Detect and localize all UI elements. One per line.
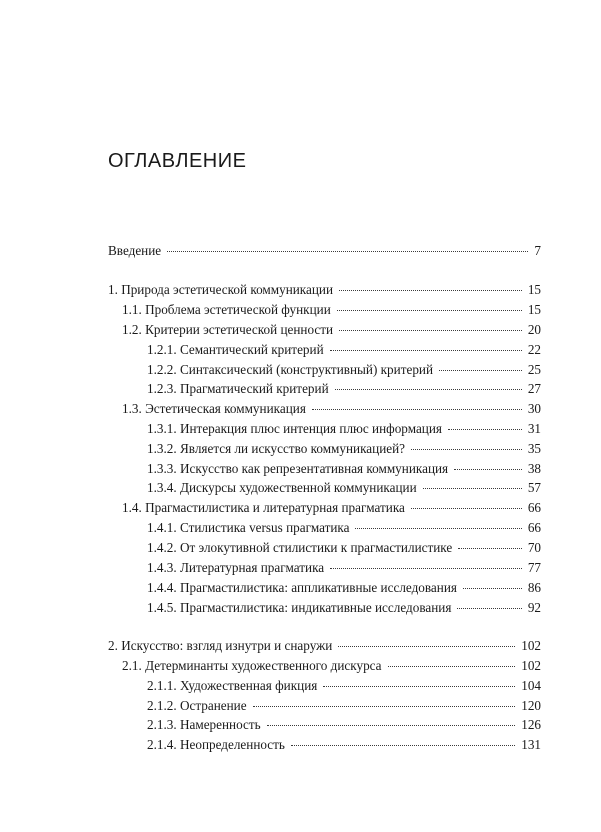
toc-entry-label: 1.3.3. Искусство как репрезентативная коммуникация [147, 461, 449, 476]
toc-entry-label: 1.2. Критерии эстетической ценности [122, 322, 334, 337]
dot-leader [323, 672, 515, 687]
toc-entry-page: 31 [527, 421, 541, 436]
toc-entry-label: 2.1. Детерминанты художественного дискурса [122, 658, 382, 673]
dot-leader [291, 731, 515, 746]
toc-entry-label: 1.4.1. Стилистика versus прагматика [147, 520, 350, 535]
toc-entry-label: 1. Природа эстетической коммуникации [108, 282, 334, 297]
dot-leader [337, 296, 522, 311]
dot-leader [454, 455, 522, 470]
dot-leader [411, 435, 522, 450]
toc-entry-page: 15 [527, 302, 541, 317]
toc-entry-page: 102 [521, 638, 541, 653]
toc-entry-page: 77 [527, 560, 541, 575]
toc-entry-2-1-3[interactable] [147, 714, 541, 731]
toc-entry-page: 66 [527, 520, 541, 535]
toc-entry-label: 1.3.1. Интеракция плюс интенция плюс информация [147, 421, 442, 436]
dot-leader [167, 237, 528, 252]
dot-leader [339, 316, 522, 331]
page-title: ОГЛАВЛЕНИЕ [108, 150, 247, 172]
toc-entry-label: 1.2.1. Семантический критерий [147, 342, 324, 357]
toc-entry-page: 86 [527, 580, 541, 595]
toc-entry-label: 1.3.2. Является ли искусство коммуникацией? [147, 441, 406, 456]
toc-entry-1-1[interactable] [122, 299, 541, 316]
toc-entry-page: 35 [527, 441, 541, 456]
toc-entry-page: 38 [527, 461, 541, 476]
toc-entry-label: 1.3. Эстетическая коммуникация [122, 401, 306, 416]
dot-leader [335, 375, 522, 390]
dot-leader [458, 534, 522, 549]
toc-entry-label: 1.4.4. Прагмастилистика: аппликативные исследования [147, 580, 457, 595]
toc-entry-chapter-1[interactable] [108, 279, 541, 296]
toc-entry-1-4-2[interactable] [147, 537, 541, 554]
toc-entry-label: 1.3.4. Дискурсы художественной коммуникации [147, 480, 417, 495]
toc-entry-label: 1.1. Проблема эстетической функции [122, 302, 331, 317]
toc-entry-chapter-2[interactable] [108, 635, 541, 652]
toc-entry-label: 1.4.3. Литературная прагматика [147, 560, 325, 575]
toc-entry-introduction[interactable] [108, 240, 541, 257]
toc-entry-page: 102 [521, 658, 541, 673]
dot-leader [463, 574, 522, 589]
toc-entry-label: 1.2.3. Прагматический критерий [147, 381, 329, 396]
toc-entry-2-1[interactable] [122, 655, 541, 672]
toc-entry-page: 15 [527, 282, 541, 297]
toc-entry-1-4-5[interactable] [147, 597, 541, 614]
dot-leader [253, 692, 516, 707]
toc-entry-1-3[interactable] [122, 398, 541, 415]
toc-entry-page: 66 [527, 500, 541, 515]
dot-leader [411, 494, 522, 509]
toc-entry-2-1-4[interactable] [147, 734, 541, 751]
dot-leader [330, 554, 522, 569]
toc-entry-1-4-1[interactable] [147, 517, 541, 534]
toc-entry-page: 25 [527, 362, 541, 377]
dot-leader [457, 594, 521, 609]
toc-entry-2-1-1[interactable] [147, 675, 541, 692]
toc-entry-page: 104 [521, 678, 541, 693]
toc-entry-1-2[interactable] [122, 319, 541, 336]
toc-entry-page: 92 [527, 600, 541, 615]
dot-leader [330, 336, 522, 351]
toc-entry-page: 7 [534, 243, 541, 258]
toc-entry-1-3-3[interactable] [147, 458, 541, 475]
toc-entry-1-3-2[interactable] [147, 438, 541, 455]
toc-entry-1-3-4[interactable] [147, 477, 541, 494]
dot-leader [338, 632, 515, 647]
toc-entry-page: 120 [521, 698, 541, 713]
toc-entry-label: 1.4. Прагмастилистика и литературная прагматика [122, 500, 405, 515]
toc-entry-1-4-3[interactable] [147, 557, 541, 574]
toc-entry-label: 2.1.3. Намеренность [147, 717, 261, 732]
dot-leader [312, 395, 522, 410]
toc-entry-1-2-3[interactable] [147, 378, 541, 395]
dot-leader [439, 356, 522, 371]
toc-entry-1-2-2[interactable] [147, 359, 541, 376]
toc-entry-page: 126 [521, 717, 541, 732]
toc-entry-page: 20 [527, 322, 541, 337]
dot-leader [355, 514, 521, 529]
toc-entry-label: 2.1.2. Остранение [147, 698, 247, 713]
toc-entry-label: 1.4.2. От элокутивной стилистики к прагмастилистике [147, 540, 453, 555]
dot-leader [267, 711, 516, 726]
toc-entry-label: Введение [108, 243, 162, 258]
toc-entry-1-4[interactable] [122, 497, 541, 514]
toc-entry-1-3-1[interactable] [147, 418, 541, 435]
toc-entry-page: 27 [527, 381, 541, 396]
toc-entry-label: 2. Искусство: взгляд изнутри и снаружи [108, 638, 333, 653]
toc-entry-page: 22 [527, 342, 541, 357]
dot-leader [388, 652, 516, 667]
dot-leader [339, 276, 522, 291]
toc-entry-page: 57 [527, 480, 541, 495]
toc-entry-page: 30 [527, 401, 541, 416]
toc-entry-label: 2.1.1. Художественная фикция [147, 678, 318, 693]
dot-leader [448, 415, 522, 430]
toc-entry-1-4-4[interactable] [147, 577, 541, 594]
toc-entry-2-1-2[interactable] [147, 695, 541, 712]
toc-entry-label: 1.4.5. Прагмастилистика: индикативные исследования [147, 600, 452, 615]
toc-entry-label: 1.2.2. Синтаксический (конструктивный) критерий [147, 362, 434, 377]
toc-entry-label: 2.1.4. Неопределенность [147, 737, 285, 752]
dot-leader [423, 474, 522, 489]
toc-entry-page: 70 [527, 540, 541, 555]
toc-entry-page: 131 [521, 737, 541, 752]
toc-entry-1-2-1[interactable] [147, 339, 541, 356]
